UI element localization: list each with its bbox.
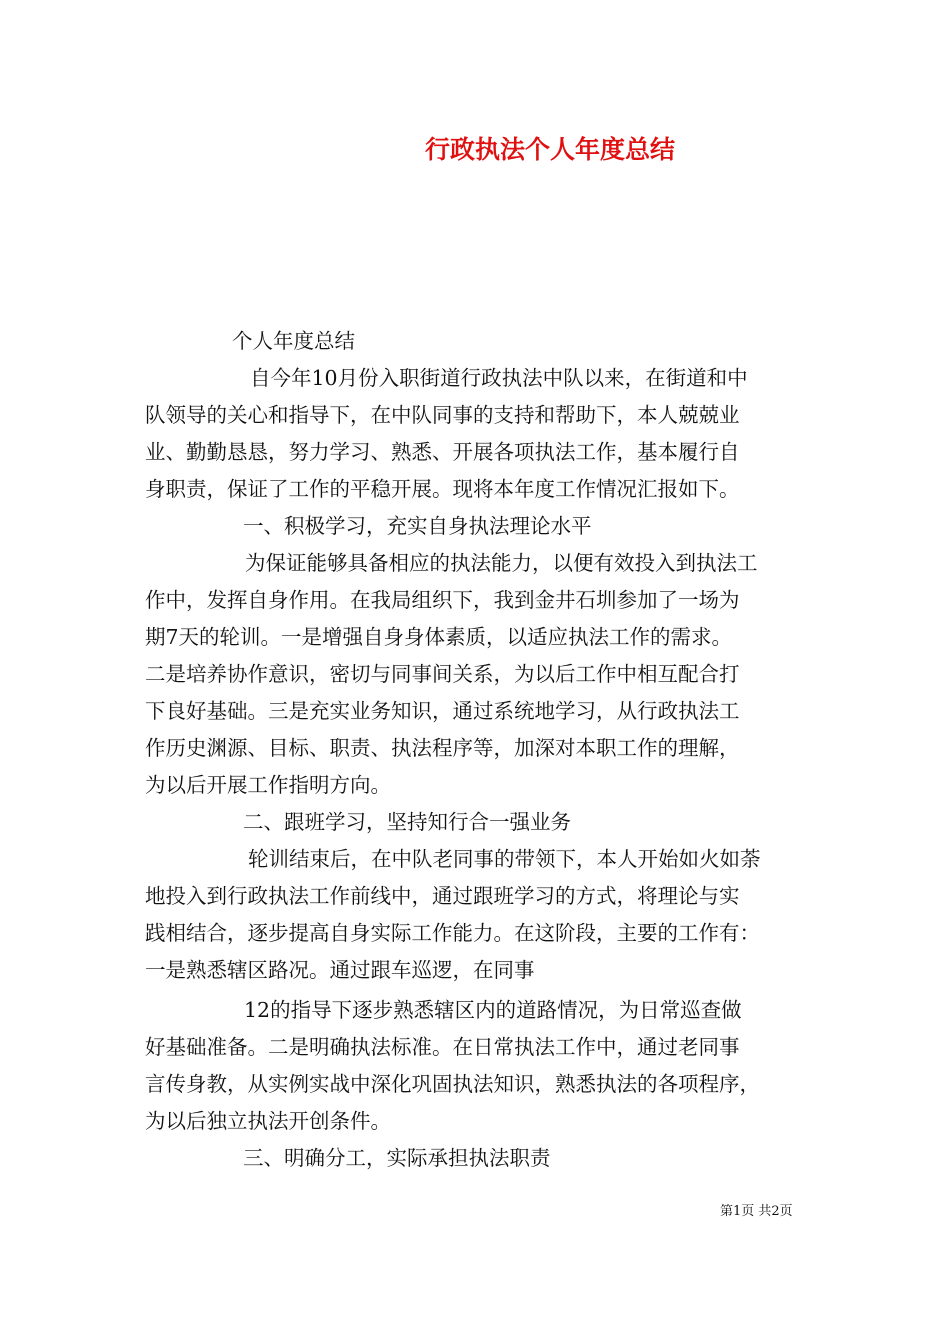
paragraph-line: 好基础准备。二是明确执法标准。在日常执法工作中，通过老同事 — [145, 1035, 740, 1059]
paragraph-line: 期7天的轮训。一是增强自身身体素质，以适应执法工作的需求。 — [145, 625, 733, 649]
page-footer: 第1页 共2页 — [720, 1204, 793, 1219]
paragraph-line: 言传身教，从实例实战中深化巩固执法知识，熟悉执法的各项程序， — [145, 1072, 760, 1096]
section-heading-1: 一、积极学习，充实自身执法理论水平 — [243, 514, 592, 538]
paragraph-line: 作中，发挥自身作用。在我局组织下，我到金井石圳参加了一场为 — [145, 588, 740, 612]
paragraph-line: 一是熟悉辖区路况。通过跟车巡逻，在同事 — [145, 958, 535, 982]
paragraph-line: 二是培养协作意识，密切与同事间关系，为以后工作中相互配合打 — [145, 662, 740, 686]
paragraph-line: 队领导的关心和指导下，在中队同事的支持和帮助下，本人兢兢业 — [145, 403, 740, 427]
paragraph-line: 业、勤勤恳恳，努力学习、熟悉、开展各项执法工作，基本履行自 — [145, 440, 740, 464]
paragraph-line: 12的指导下逐步熟悉辖区内的道路情况，为日常巡查做 — [244, 998, 742, 1022]
paragraph-line: 下良好基础。三是充实业务知识，通过系统地学习，从行政执法工 — [145, 699, 740, 723]
paragraph-line: 为以后独立执法开创条件。 — [145, 1109, 391, 1133]
subtitle-line: 个人年度总结 — [232, 329, 355, 353]
paragraph-line: 为保证能够具备相应的执法能力，以便有效投入到执法工 — [245, 551, 758, 575]
paragraph-line: 作历史渊源、目标、职责、执法程序等，加深对本职工作的理解， — [145, 736, 740, 760]
paragraph-line: 地投入到行政执法工作前线中，通过跟班学习的方式，将理论与实 — [145, 884, 740, 908]
section-heading-2: 二、跟班学习，坚持知行合一强业务 — [243, 810, 571, 834]
paragraph-line: 轮训结束后，在中队老同事的带领下，本人开始如火如荼 — [248, 847, 761, 871]
paragraph-line: 自今年10月份入职街道行政执法中队以来，在街道和中 — [250, 366, 748, 390]
paragraph-line: 践相结合，逐步提高自身实际工作能力。在这阶段，主要的工作有： — [145, 921, 760, 945]
section-heading-3: 三、明确分工，实际承担执法职责 — [243, 1146, 551, 1170]
paragraph-line: 为以后开展工作指明方向。 — [145, 773, 391, 797]
document-title: 行政执法个人年度总结 — [424, 135, 675, 164]
paragraph-line: 身职责，保证了工作的平稳开展。现将本年度工作情况汇报如下。 — [145, 477, 740, 501]
